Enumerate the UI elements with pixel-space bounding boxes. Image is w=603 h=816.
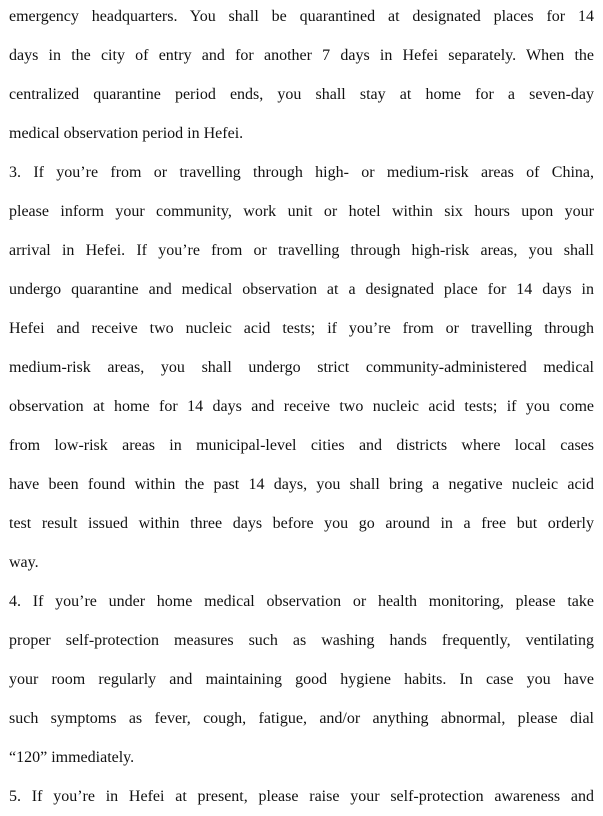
text-line: test result issued within three days before you go around in a free but orderly — [9, 515, 594, 532]
text-line: proper self-protection measures such as washing hands frequently, ventilating — [9, 632, 594, 649]
text-line: “120” immediately. — [9, 749, 135, 766]
text-line: please inform your community, work unit or hotel within six hours upon your — [9, 203, 594, 220]
text-line: medical observation period in Hefei. — [9, 125, 244, 142]
text-line: have been found within the past 14 days, you shall bring a negative nucleic acid — [9, 476, 594, 493]
text-line: your room regularly and maintaining good hygiene habits. In case you have — [9, 671, 594, 688]
text-line: way. — [9, 554, 39, 571]
text-line: centralized quarantine period ends, you shall stay at home for a seven-day — [9, 86, 594, 103]
text-line: medium-risk areas, you shall undergo strict community-administered medical — [9, 359, 594, 376]
text-line: arrival in Hefei. If you’re from or travelling through high-risk areas, you shall — [9, 242, 594, 259]
text-line: observation at home for 14 days and receive two nucleic acid tests; if you come — [9, 398, 594, 415]
text-line: 3. If you’re from or travelling through high- or medium-risk areas of China, — [9, 164, 594, 181]
text-line: emergency headquarters. You shall be quarantined at designated places for 14 — [9, 8, 594, 25]
text-line: from low-risk areas in municipal-level cities and districts where local cases — [9, 437, 594, 454]
text-line: undergo quarantine and medical observation at a designated place for 14 days in — [9, 281, 594, 298]
text-line: 5. If you’re in Hefei at present, please raise your self-protection awareness and — [9, 788, 594, 805]
text-line: such symptoms as fever, cough, fatigue, and/or anything abnormal, please dial — [9, 710, 594, 727]
text-line: Hefei and receive two nucleic acid tests; if you’re from or travelling through — [9, 320, 594, 337]
document-body — [9, 0, 594, 816]
text-line: 4. If you’re under home medical observation or health monitoring, please take — [9, 593, 594, 610]
text-line: days in the city of entry and for another 7 days in Hefei separately. When the — [9, 47, 594, 64]
